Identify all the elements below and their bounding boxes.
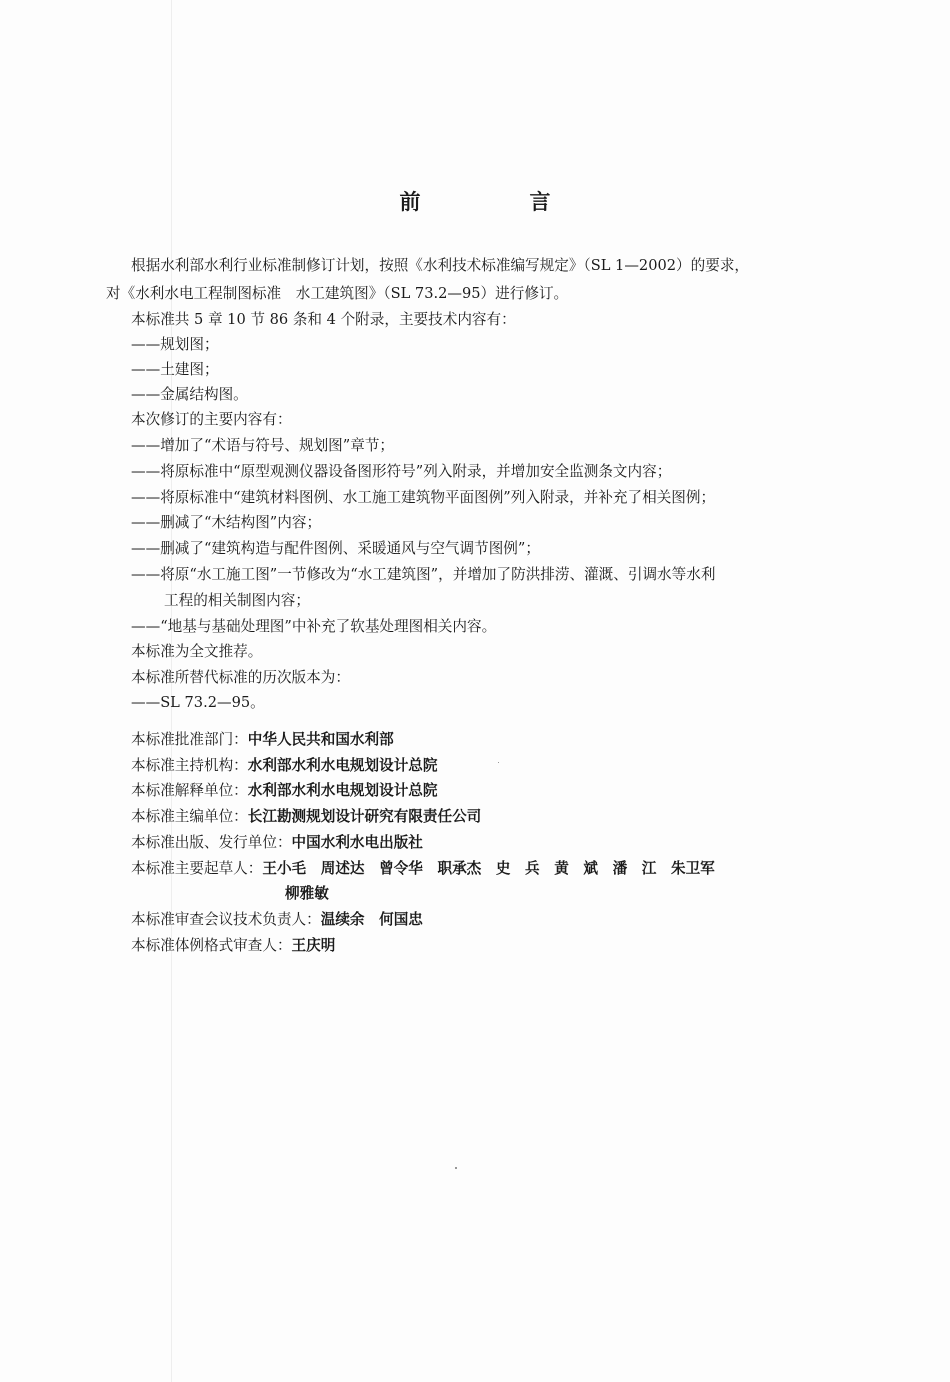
credit-label: 本标准出版、发行单位： (131, 834, 292, 851)
credit-label: 本标准体例格式审查人： (131, 937, 292, 954)
credit-review (131, 910, 423, 930)
intro-line-2: 对《水利水电工程制图标准 水工建筑图》（SL 73.2—95）进行修订。 (106, 285, 569, 302)
credit-value: 王庆明 (291, 937, 336, 954)
credit-label: 本标准主编单位： (131, 808, 248, 825)
revision-item: ——将原“水工施工图”一节修改为“水工建筑图”，并增加了防洪排涝、灌溉、引调水等水利 (131, 566, 716, 583)
credit-interpret (131, 781, 438, 801)
credit-value: 中华人民共和国水利部 (247, 731, 394, 748)
revision-item: ——将原标准中“建筑材料图例、水工施工建筑物平面图例”列入附录，并补充了相关图例； (131, 489, 716, 506)
scope-item: ——规划图； (131, 336, 219, 353)
credit-label: 本标准主要起草人： (131, 860, 263, 877)
revision-item: ——将原标准中“原型观测仪器设备图形符号”列入附录，并增加安全监测条文内容； (131, 463, 672, 480)
credit-value: 中国水利水电出版社 (291, 834, 423, 851)
page-title: 前 言 (399, 190, 595, 214)
credit-label: 本标准主持机构： (131, 757, 248, 774)
credit-label: 本标准批准部门： (131, 731, 248, 748)
revision-item-continuation: 工程的相关制图内容； (164, 592, 310, 609)
replaced-intro: 本标准所替代标准的历次版本为： (131, 669, 350, 686)
scope-item: ——金属结构图。 (131, 386, 248, 403)
revision-item: ——“地基与基础处理图”中补充了软基处理图相关内容。 (131, 618, 497, 635)
credit-publisher (131, 833, 423, 853)
credit-value: 温续余 何国忠 (320, 911, 423, 928)
credit-label: 本标准解释单位： (131, 782, 248, 799)
credit-drafters-continuation: 柳雅敏 (285, 885, 329, 902)
intro-line-1: 根据水利部水利行业标准制修订计划，按照《水利技术标准编写规定》（SL 1—2002）的要求， (131, 257, 750, 274)
recommendation-text: 本标准为全文推荐。 (131, 643, 263, 660)
replaced-item: ——SL 73.2—95。 (131, 694, 265, 711)
credit-editor (131, 807, 481, 827)
revision-item: ——删减了“木结构图”内容； (131, 514, 322, 531)
credit-host (131, 756, 438, 776)
revision-item: ——删减了“建筑构造与配件图例、采暖通风与空气调节图例”； (131, 540, 540, 557)
revision-item: ——增加了“术语与符号、规划图”章节； (131, 437, 395, 454)
credit-value: 长江勘测规划设计研究有限责任公司 (247, 808, 482, 825)
scope-item: ——土建图； (131, 361, 219, 378)
credit-label: 本标准审查会议技术负责人： (131, 911, 321, 928)
credit-value: 水利部水利水电规划设计总院 (247, 782, 438, 799)
credit-value: 王小毛 周述达 曾令华 职承杰 史 兵 黄 斌 潘 江 朱卫军 (262, 860, 715, 877)
credit-drafters (131, 859, 715, 879)
scope-intro: 本标准共 5 章 10 节 86 条和 4 个附录，主要技术内容有： (131, 311, 516, 328)
credit-format (131, 936, 335, 956)
credit-approval (131, 730, 394, 750)
scan-dust-mark (455, 1167, 457, 1169)
scan-dust-mark (498, 762, 499, 763)
credit-value: 水利部水利水电规划设计总院 (247, 757, 438, 774)
revision-intro: 本次修订的主要内容有： (131, 411, 292, 428)
